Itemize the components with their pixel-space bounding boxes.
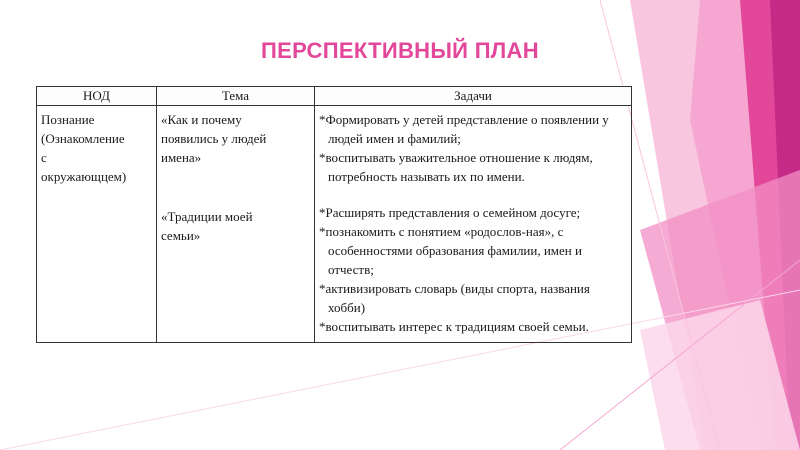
header-nod: НОД xyxy=(37,87,157,106)
topic-line: «Как и почему xyxy=(161,112,242,127)
nod-line: окружающцем) xyxy=(41,169,127,184)
topic-line: «Традиции моей xyxy=(161,209,253,224)
topic-spacer xyxy=(161,167,311,207)
cell-tasks xyxy=(315,106,632,343)
task-item: *активизировать словарь (виды спорта, названия хобби) xyxy=(319,281,590,315)
plan-table xyxy=(36,86,632,343)
header-topic: Тема xyxy=(157,87,315,106)
slide-title: ПЕРСПЕКТИВНЫЙ ПЛАН xyxy=(261,38,539,63)
task-item: *познакомить с понятием «родослов-ная», с особенностями образования фамилии, имен и отчеств; xyxy=(319,224,582,277)
nod-line: (Ознакомление xyxy=(41,131,125,146)
nod-line: с xyxy=(41,150,47,165)
task-spacer xyxy=(319,186,628,203)
cell-nod xyxy=(37,106,157,343)
header-tasks: Задачи xyxy=(315,87,632,106)
table-row xyxy=(37,106,632,343)
topic-line: появились у людей xyxy=(161,131,267,146)
task-item: *воспитывать интерес к традициям своей семьи. xyxy=(319,319,589,334)
table-header-row xyxy=(37,87,632,106)
cell-topic xyxy=(157,106,315,343)
task-item: *воспитывать уважительное отношение к людям, потребность называть их по имени. xyxy=(319,150,593,184)
task-item: *Расширять представления о семейном досуге; xyxy=(319,205,581,220)
nod-line: Познание xyxy=(41,112,95,127)
task-item: *Формировать у детей представление о появлении у людей имен и фамилий; xyxy=(319,112,609,146)
topic-line: семьи» xyxy=(161,228,201,243)
topic-line: имена» xyxy=(161,150,202,165)
